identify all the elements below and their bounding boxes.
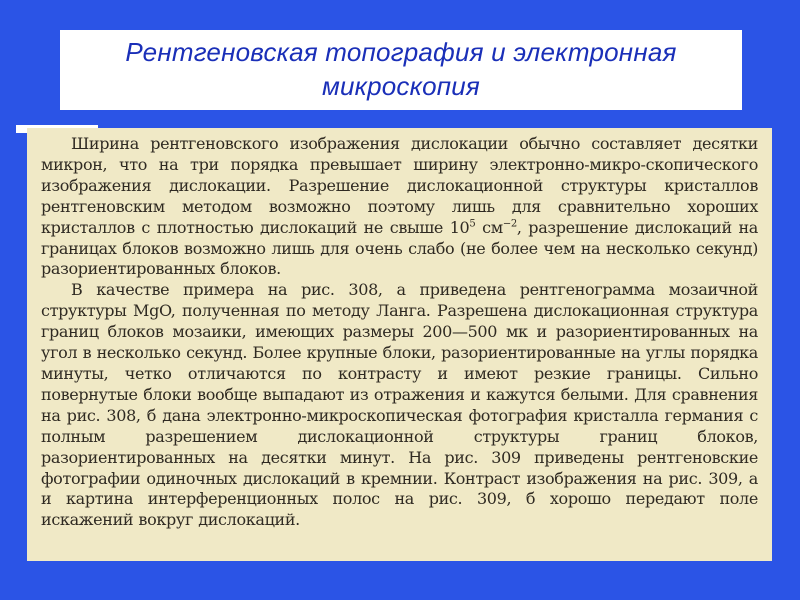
- paragraph-1-part-a: Ширина рентгеновского изображения дислокации обычно составляет десятки микрон, что на три порядка превышает ширину электронно-микро-скопического изображения дислокации. Разрешение дислокационной структуры кристаллов рентгеновским методом возможно поэтому лишь для сравнительно хороших кристаллов с плотностью дислокаций не свыше 10: [41, 134, 758, 237]
- slide-title-line2: микроскопия: [321, 71, 481, 101]
- paragraph-2: В качестве примера на рис. 308, а приведена рентгенограмма мозаичной структуры MgO, полученная по методу Ланга. Разрешена дислокационная структура границ блоков мозаики, имеющих размеры 200—500 мк и разориентированных на угол в несколько секунд. Более крупные блоки, разориентированные на углы порядка минуты, четко отличаются по контрасту и имеют резкие границы. Сильно повернутые блоки вообще выпадают из отражения и кажутся белыми. Для сравнения на рис. 308, б дана электронно-микроскопическая фотография кристалла германия с полным разрешением дислокационной структуры границ блоков, разориентированных на десятки минут. На рис. 309 приведены рентгеновские фотографии одиночных дислокаций в кремнии. Контраст изображения на рис. 309, а и картина интерференционных полос на рис. 309, б хорошо передают поле искажений вокруг дислокаций.: [41, 280, 758, 530]
- slide-title-line1: Рентгеновская топография и электронная: [125, 37, 677, 67]
- exponent-2: −2: [502, 218, 517, 230]
- paragraph-1-part-b: , разрешение дислокаций на границах блоков возможно лишь для очень слабо (не более чем на несколько секунд) разориентированных блоков.: [41, 217, 758, 279]
- paragraph-1-unit: см: [475, 217, 503, 237]
- title-box: [60, 30, 742, 110]
- exponent-1: 5: [469, 218, 476, 230]
- scanned-page: [27, 128, 772, 561]
- paragraph-1: [41, 134, 758, 280]
